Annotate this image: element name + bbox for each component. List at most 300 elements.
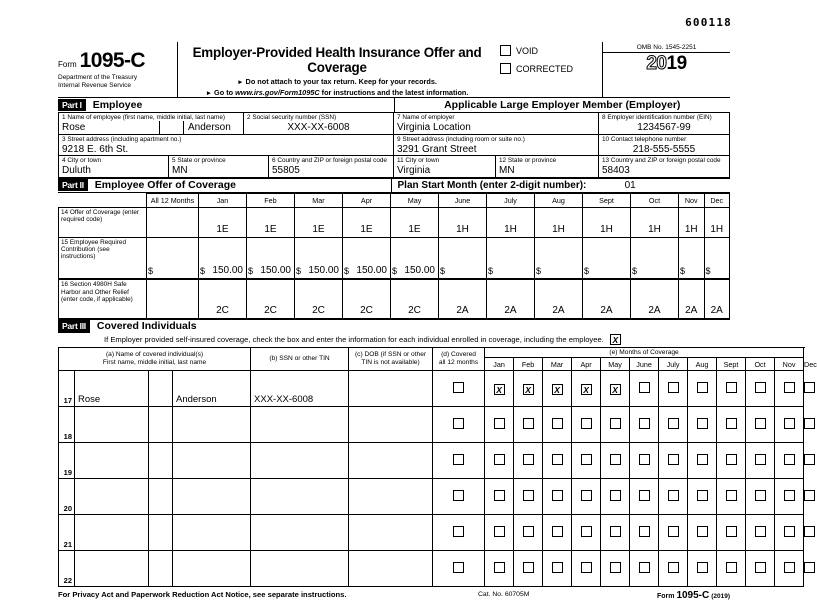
line14-dec[interactable]: 1H	[704, 207, 730, 237]
line16-mar[interactable]: 2C	[295, 279, 343, 319]
part2-heading: Employee Offer of Coverage	[94, 179, 236, 192]
covered-month-checkbox-aug[interactable]	[697, 562, 708, 573]
employer-city-value[interactable]: Virginia	[397, 165, 431, 177]
covered-month-checkbox-mar[interactable]	[552, 454, 563, 465]
field-7-label: 7 Name of employer	[397, 114, 455, 121]
field-employer-phone[interactable]	[599, 135, 729, 157]
field-employer-name[interactable]	[394, 113, 599, 135]
covered-month-cell-may[interactable]	[601, 407, 630, 443]
p3-col-aug: Aug	[688, 358, 717, 371]
covered-middle-initial[interactable]	[149, 479, 173, 515]
col-sept: Sept	[583, 193, 631, 207]
covered-month-checkbox-aug[interactable]	[697, 526, 708, 537]
line14-aug[interactable]: 1H	[535, 207, 583, 237]
covered-middle-initial[interactable]	[149, 515, 173, 551]
field-employer-street[interactable]	[394, 135, 599, 157]
employee-city-value[interactable]: Duluth	[62, 165, 91, 177]
covered-dob[interactable]	[349, 407, 433, 443]
field-employer-state[interactable]	[496, 156, 599, 178]
dollar-sign: $	[632, 266, 638, 277]
line16-may[interactable]: 2C	[391, 279, 439, 319]
line14-june[interactable]: 1H	[439, 207, 487, 237]
covered-month-checkbox-jan[interactable]: X	[494, 384, 505, 395]
covered-month-checkbox-jan[interactable]	[494, 454, 505, 465]
covered-month-checkbox-mar[interactable]	[552, 562, 563, 573]
covered-month-cell-mar[interactable]	[543, 407, 572, 443]
covered-month-cell-sept[interactable]	[717, 479, 746, 515]
line15-feb[interactable]	[247, 237, 295, 279]
row-number-22: 22	[59, 551, 75, 587]
covered-month-cell-jan[interactable]	[485, 551, 514, 587]
employer-name-value[interactable]: Virginia Location	[397, 122, 471, 134]
covered-month-cell-june[interactable]	[630, 515, 659, 551]
covered-month-cell-feb[interactable]	[514, 371, 543, 407]
covered-month-checkbox-may[interactable]	[610, 490, 621, 501]
covered-month-checkbox-dec[interactable]	[804, 490, 815, 501]
part1-grid	[58, 113, 730, 178]
covered-dob[interactable]	[349, 479, 433, 515]
covered-month-cell-july[interactable]	[659, 551, 688, 587]
employer-street-value[interactable]: 3291 Grant Street	[397, 143, 477, 155]
covered-month-checkbox-oct[interactable]	[755, 490, 766, 501]
covered-month-cell-feb[interactable]	[514, 443, 543, 479]
line15-july[interactable]	[487, 237, 535, 279]
line15-aug[interactable]	[535, 237, 583, 279]
covered-month-checkbox-oct[interactable]	[755, 526, 766, 537]
line15-mar[interactable]	[295, 237, 343, 279]
line15-sept[interactable]	[583, 237, 631, 279]
covered-dob[interactable]	[349, 515, 433, 551]
subtitle-line-2	[186, 88, 488, 97]
p3-col-july: July	[659, 358, 688, 371]
line15-jan[interactable]	[199, 237, 247, 279]
covered-month-cell-june[interactable]	[630, 479, 659, 515]
employee-state-value[interactable]: MN	[172, 165, 188, 177]
covered-month-checkbox-apr[interactable]	[581, 454, 592, 465]
covered-month-cell-nov[interactable]	[775, 443, 804, 479]
covered-all12-checkbox[interactable]	[453, 418, 464, 429]
covered-month-checkbox-july[interactable]	[668, 382, 679, 393]
covered-last-name[interactable]: Anderson	[173, 371, 251, 407]
line16-feb[interactable]: 2C	[247, 279, 295, 319]
covered-month-checkbox-july[interactable]	[668, 490, 679, 501]
line15-may[interactable]	[391, 237, 439, 279]
covered-last-name[interactable]	[173, 551, 251, 587]
line15-all12[interactable]	[147, 237, 199, 279]
line16-all12[interactable]	[147, 279, 199, 319]
covered-month-cell-apr[interactable]	[572, 479, 601, 515]
line14-sept[interactable]: 1H	[583, 207, 631, 237]
covered-month-cell-july[interactable]	[659, 515, 688, 551]
field-employer-ein[interactable]	[599, 113, 729, 135]
line16-jan[interactable]: 2C	[199, 279, 247, 319]
line14-apr[interactable]: 1E	[343, 207, 391, 237]
field-11-label: 11 City or town	[397, 157, 440, 165]
covered-month-checkbox-nov[interactable]	[784, 490, 795, 501]
field-employee-zip[interactable]	[269, 156, 394, 178]
covered-month-cell-may[interactable]	[601, 515, 630, 551]
covered-month-cell-july[interactable]	[659, 371, 688, 407]
covered-all12-cell[interactable]	[433, 479, 485, 515]
field-employer-zip[interactable]	[599, 156, 729, 178]
covered-month-cell-aug[interactable]	[688, 371, 717, 407]
line16-aug[interactable]: 2A	[535, 279, 583, 319]
corrected-checkbox[interactable]	[500, 63, 511, 74]
covered-month-checkbox-jan[interactable]	[494, 418, 505, 429]
col-header-name	[59, 347, 251, 371]
covered-month-cell-aug[interactable]	[688, 551, 717, 587]
line15-nov[interactable]	[679, 237, 705, 279]
field-employer-city[interactable]	[394, 156, 496, 178]
col-oct: Oct	[631, 193, 679, 207]
covered-all12-checkbox[interactable]	[453, 490, 464, 501]
covered-month-cell-oct[interactable]	[746, 551, 775, 587]
covered-month-checkbox-apr[interactable]: X	[581, 384, 592, 395]
covered-month-checkbox-sept[interactable]	[726, 526, 737, 537]
covered-month-checkbox-mar[interactable]	[552, 490, 563, 501]
covered-month-cell-mar[interactable]	[543, 371, 572, 407]
row-number-18: 18	[59, 407, 75, 443]
line16-dec[interactable]: 2A	[704, 279, 730, 319]
covered-month-cell-sept[interactable]	[717, 551, 746, 587]
covered-month-cell-apr[interactable]	[572, 515, 601, 551]
dollar-sign: $	[680, 266, 686, 277]
covered-all12-cell[interactable]	[433, 551, 485, 587]
covered-month-cell-oct[interactable]	[746, 515, 775, 551]
employer-phone-value[interactable]: 218-555-5555	[632, 143, 696, 155]
employer-state-value[interactable]: MN	[499, 165, 515, 177]
tax-year-century: 20	[646, 53, 667, 74]
form-header	[58, 42, 730, 97]
covered-month-cell-feb[interactable]	[514, 479, 543, 515]
status-checkbox-block	[494, 42, 602, 97]
covered-month-checkbox-apr[interactable]	[581, 418, 592, 429]
covered-month-cell-may[interactable]	[601, 371, 630, 407]
dollar-sign: $	[584, 266, 590, 277]
covered-month-checkbox-jan[interactable]	[494, 526, 505, 537]
covered-month-checkbox-oct[interactable]	[755, 382, 766, 393]
covered-month-cell-mar[interactable]	[543, 515, 572, 551]
line16-june[interactable]: 2A	[439, 279, 487, 319]
covered-first-name[interactable]	[75, 407, 149, 443]
covered-dob[interactable]	[349, 443, 433, 479]
covered-month-checkbox-aug[interactable]	[697, 382, 708, 393]
covered-month-checkbox-feb[interactable]	[523, 418, 534, 429]
line15-june[interactable]	[439, 237, 487, 279]
covered-month-cell-nov[interactable]	[775, 515, 804, 551]
covered-all12-cell[interactable]	[433, 407, 485, 443]
covered-month-checkbox-may[interactable]: X	[610, 384, 621, 395]
covered-last-name[interactable]	[173, 515, 251, 551]
covered-month-cell-june[interactable]	[630, 371, 659, 407]
covered-all12-cell[interactable]	[433, 443, 485, 479]
irs-form-link[interactable]: www.irs.gov/Form1095C	[235, 88, 320, 97]
covered-month-cell-aug[interactable]	[688, 515, 717, 551]
employee-street-value[interactable]: 9218 E. 6th St.	[62, 143, 129, 155]
covered-individual-row	[59, 443, 804, 479]
covered-month-checkbox-nov[interactable]	[784, 562, 795, 573]
part3-row-body	[59, 371, 804, 587]
covered-month-cell-mar[interactable]	[543, 443, 572, 479]
line16-nov[interactable]: 2A	[679, 279, 705, 319]
covered-month-checkbox-mar[interactable]	[552, 526, 563, 537]
covered-month-cell-may[interactable]	[601, 479, 630, 515]
line15-mar-value: 150.00	[308, 265, 339, 277]
covered-month-cell-oct[interactable]	[746, 371, 775, 407]
covered-month-checkbox-may[interactable]	[610, 526, 621, 537]
covered-first-name[interactable]	[75, 443, 149, 479]
covered-month-checkbox-aug[interactable]	[697, 418, 708, 429]
covered-ssn[interactable]: XXX-XX-6008	[251, 371, 349, 407]
goto-prefix: Go to	[214, 88, 236, 97]
void-checkbox[interactable]	[500, 45, 511, 56]
covered-month-checkbox-sept[interactable]	[726, 418, 737, 429]
self-insured-checkbox[interactable]: X	[610, 334, 621, 345]
covered-first-name[interactable]: Rose	[75, 371, 149, 407]
covered-month-checkbox-jan[interactable]	[494, 562, 505, 573]
covered-all12-checkbox[interactable]	[453, 562, 464, 573]
covered-last-name[interactable]	[173, 479, 251, 515]
covered-month-cell-aug[interactable]	[688, 443, 717, 479]
employee-first-name[interactable]: Rose	[62, 121, 160, 134]
covered-month-cell-aug[interactable]	[688, 407, 717, 443]
part3-heading: Covered Individuals	[96, 320, 197, 333]
col-header-ssn: (b) SSN or other TIN	[251, 347, 349, 371]
covered-month-checkbox-may[interactable]	[610, 562, 621, 573]
covered-month-checkbox-june[interactable]	[639, 418, 650, 429]
covered-individual-row	[59, 407, 804, 443]
covered-month-cell-apr[interactable]	[572, 371, 601, 407]
covered-month-cell-june[interactable]	[630, 551, 659, 587]
covered-month-checkbox-oct[interactable]	[755, 418, 766, 429]
covered-month-checkbox-dec[interactable]	[804, 418, 815, 429]
line14-nov[interactable]: 1H	[679, 207, 705, 237]
covered-ssn[interactable]	[251, 407, 349, 443]
form-frame	[58, 42, 817, 601]
line14-jan[interactable]: 1E	[199, 207, 247, 237]
form-number-line	[58, 49, 171, 73]
covered-dob[interactable]	[349, 551, 433, 587]
covered-month-cell-feb[interactable]	[514, 407, 543, 443]
covered-month-cell-oct[interactable]	[746, 443, 775, 479]
covered-month-cell-july[interactable]	[659, 479, 688, 515]
part2-header-row	[59, 193, 730, 207]
line16-sept[interactable]: 2A	[583, 279, 631, 319]
covered-all12-checkbox[interactable]	[453, 382, 464, 393]
covered-month-checkbox-feb[interactable]: X	[523, 384, 534, 395]
covered-month-cell-jan[interactable]	[485, 515, 514, 551]
covered-all12-cell[interactable]	[433, 371, 485, 407]
part3-bar	[58, 320, 730, 333]
covered-all12-cell[interactable]	[433, 515, 485, 551]
employee-ssn-value[interactable]: XXX-XX-6008	[287, 122, 350, 134]
covered-individual-row	[59, 551, 804, 587]
covered-month-checkbox-june[interactable]	[639, 490, 650, 501]
employee-middle-initial[interactable]	[160, 121, 184, 134]
covered-month-checkbox-june[interactable]	[639, 454, 650, 465]
col-apr: Apr	[343, 193, 391, 207]
covered-dob[interactable]	[349, 371, 433, 407]
covered-month-checkbox-july[interactable]	[668, 418, 679, 429]
covered-month-cell-sept[interactable]	[717, 371, 746, 407]
covered-month-checkbox-june[interactable]	[639, 382, 650, 393]
field-employee-name[interactable]	[59, 113, 244, 135]
covered-month-cell-feb[interactable]	[514, 515, 543, 551]
line15-apr[interactable]	[343, 237, 391, 279]
covered-ssn[interactable]	[251, 551, 349, 587]
covered-month-checkbox-nov[interactable]	[784, 454, 795, 465]
line14-may[interactable]: 1E	[391, 207, 439, 237]
covered-last-name[interactable]	[173, 443, 251, 479]
covered-month-checkbox-dec[interactable]	[804, 526, 815, 537]
part1-heading: Employee	[92, 99, 143, 111]
covered-month-cell-nov[interactable]	[775, 479, 804, 515]
covered-ssn[interactable]	[251, 515, 349, 551]
employee-last-name[interactable]: Anderson	[188, 122, 231, 134]
covered-month-cell-feb[interactable]	[514, 551, 543, 587]
covered-month-cell-apr[interactable]	[572, 407, 601, 443]
covered-month-checkbox-july[interactable]	[668, 526, 679, 537]
line14-all12[interactable]	[147, 207, 199, 237]
covered-month-cell-nov[interactable]	[775, 407, 804, 443]
covered-month-cell-sept[interactable]	[717, 407, 746, 443]
covered-month-cell-apr[interactable]	[572, 443, 601, 479]
covered-month-checkbox-sept[interactable]	[726, 490, 737, 501]
employer-zip-value[interactable]: 58403	[602, 165, 630, 177]
covered-month-checkbox-dec[interactable]	[804, 382, 815, 393]
covered-month-cell-aug[interactable]	[688, 479, 717, 515]
covered-month-cell-sept[interactable]	[717, 443, 746, 479]
covered-month-checkbox-aug[interactable]	[697, 454, 708, 465]
covered-month-checkbox-june[interactable]	[639, 562, 650, 573]
covered-month-checkbox-feb[interactable]	[523, 490, 534, 501]
field-employee-state[interactable]	[169, 156, 269, 178]
covered-first-name[interactable]	[75, 551, 149, 587]
covered-month-cell-mar[interactable]	[543, 479, 572, 515]
line15-oct[interactable]	[631, 237, 679, 279]
line15-jan-value: 150.00	[212, 265, 243, 277]
covered-month-checkbox-mar[interactable]: X	[552, 384, 563, 395]
line16-july[interactable]: 2A	[487, 279, 535, 319]
covered-first-name[interactable]	[75, 515, 149, 551]
covered-month-checkbox-apr[interactable]	[581, 490, 592, 501]
line15-dec[interactable]	[704, 237, 730, 279]
field-3-label: 3 Street address (including apartment no.)	[62, 135, 182, 143]
covered-month-cell-nov[interactable]	[775, 551, 804, 587]
covered-month-checkbox-july[interactable]	[668, 454, 679, 465]
covered-individual-row	[59, 479, 804, 515]
covered-month-cell-jan[interactable]	[485, 443, 514, 479]
covered-month-checkbox-may[interactable]	[610, 454, 621, 465]
covered-ssn[interactable]	[251, 443, 349, 479]
covered-month-cell-nov[interactable]	[775, 371, 804, 407]
covered-month-cell-july[interactable]	[659, 407, 688, 443]
p3-col-nov: Nov	[775, 358, 804, 371]
void-row[interactable]	[500, 45, 602, 56]
covered-month-checkbox-mar[interactable]	[552, 418, 563, 429]
line14-july[interactable]: 1H	[487, 207, 535, 237]
covered-month-checkbox-feb[interactable]	[523, 526, 534, 537]
covered-month-cell-jan[interactable]	[485, 407, 514, 443]
covered-all12-checkbox[interactable]	[453, 454, 464, 465]
form-footer	[58, 590, 730, 601]
employer-ein-value[interactable]: 1234567-99	[637, 122, 691, 134]
covered-ssn[interactable]	[251, 479, 349, 515]
covered-month-checkbox-feb[interactable]	[523, 454, 534, 465]
covered-month-cell-june[interactable]	[630, 443, 659, 479]
covered-month-checkbox-oct[interactable]	[755, 562, 766, 573]
line14-oct[interactable]: 1H	[631, 207, 679, 237]
field-employee-ssn[interactable]	[244, 113, 394, 135]
covered-month-cell-sept[interactable]	[717, 515, 746, 551]
covered-all12-checkbox[interactable]	[453, 526, 464, 537]
field-12-label: 12 State or province	[499, 157, 557, 165]
part2-line14-row	[59, 207, 730, 237]
covered-month-checkbox-feb[interactable]	[523, 562, 534, 573]
line14-feb[interactable]: 1E	[247, 207, 295, 237]
line16-oct[interactable]: 2A	[631, 279, 679, 319]
covered-month-cell-oct[interactable]	[746, 479, 775, 515]
covered-month-cell-july[interactable]	[659, 443, 688, 479]
field-6-label: 6 Country and ZIP or foreign postal code	[272, 157, 387, 165]
covered-month-checkbox-may[interactable]	[610, 418, 621, 429]
covered-month-cell-apr[interactable]	[572, 551, 601, 587]
covered-month-checkbox-sept[interactable]	[726, 454, 737, 465]
covered-month-checkbox-nov[interactable]	[784, 418, 795, 429]
field-employee-city[interactable]	[59, 156, 169, 178]
part1-bar	[58, 97, 730, 113]
covered-month-checkbox-apr[interactable]	[581, 526, 592, 537]
covered-month-checkbox-july[interactable]	[668, 562, 679, 573]
covered-month-checkbox-dec[interactable]	[804, 454, 815, 465]
part1-row-3	[59, 156, 729, 178]
covered-month-checkbox-june[interactable]	[639, 526, 650, 537]
corrected-row[interactable]	[500, 63, 602, 74]
covered-month-cell-mar[interactable]	[543, 551, 572, 587]
col-feb: Feb	[247, 193, 295, 207]
plan-start-month-value[interactable]: 01	[624, 179, 636, 191]
covered-month-checkbox-sept[interactable]	[726, 562, 737, 573]
covered-month-cell-oct[interactable]	[746, 407, 775, 443]
form-word: Form	[58, 59, 77, 69]
covered-month-cell-june[interactable]	[630, 407, 659, 443]
line14-mar[interactable]: 1E	[295, 207, 343, 237]
covered-middle-initial[interactable]	[149, 551, 173, 587]
line16-apr[interactable]: 2C	[343, 279, 391, 319]
covered-month-cell-may[interactable]	[601, 443, 630, 479]
covered-month-checkbox-jan[interactable]	[494, 490, 505, 501]
covered-month-cell-jan[interactable]	[485, 479, 514, 515]
covered-month-checkbox-nov[interactable]	[784, 526, 795, 537]
covered-month-cell-may[interactable]	[601, 551, 630, 587]
covered-first-name[interactable]	[75, 479, 149, 515]
covered-month-checkbox-aug[interactable]	[697, 490, 708, 501]
field-employee-street[interactable]	[59, 135, 394, 157]
covered-month-checkbox-nov[interactable]	[784, 382, 795, 393]
covered-month-checkbox-apr[interactable]	[581, 562, 592, 573]
covered-middle-initial[interactable]	[149, 443, 173, 479]
covered-month-checkbox-dec[interactable]	[804, 562, 815, 573]
part1-row-2	[59, 135, 729, 157]
employee-zip-value[interactable]: 55805	[272, 165, 300, 177]
dollar-sign: $	[344, 266, 350, 277]
covered-middle-initial[interactable]	[149, 371, 173, 407]
covered-last-name[interactable]	[173, 407, 251, 443]
covered-month-checkbox-sept[interactable]	[726, 382, 737, 393]
covered-month-checkbox-oct[interactable]	[755, 454, 766, 465]
covered-middle-initial[interactable]	[149, 407, 173, 443]
covered-month-cell-jan[interactable]	[485, 371, 514, 407]
